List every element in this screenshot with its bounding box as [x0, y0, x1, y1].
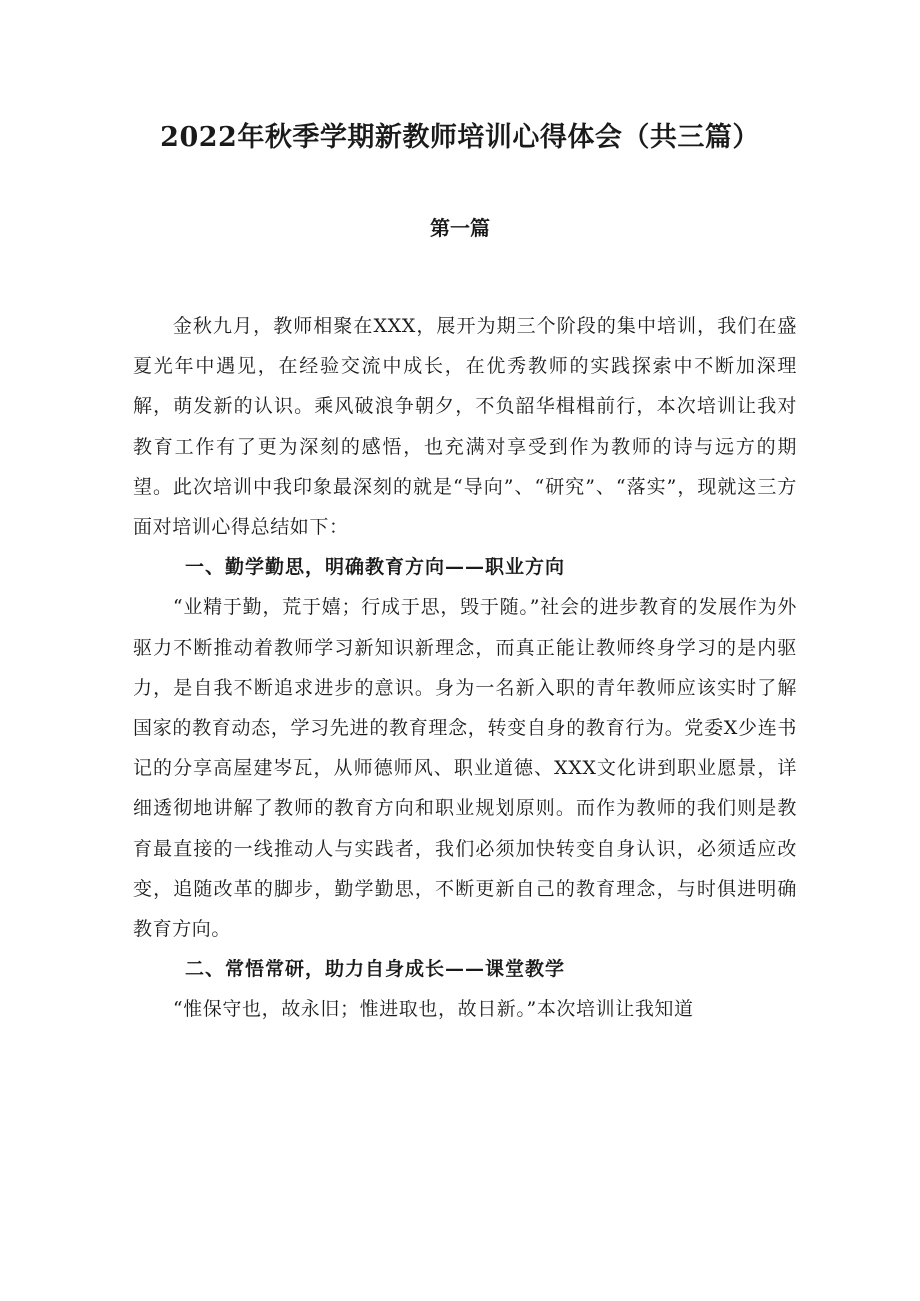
heading-career-direction: 一、勤学勤思，明确教育方向——职业方向 — [185, 556, 566, 579]
paragraph-classroom-teaching: “惟保守也，故永旧；惟进取也，故日新。”本次培训让我知道 — [172, 998, 694, 1021]
section-title: 第一篇 — [430, 216, 490, 240]
document-body — [133, 306, 797, 1030]
document-title: 2022年秋季学期新教师培训心得体会（共三篇） — [160, 122, 760, 153]
paragraph-career-direction: “业精于勤，荒于嬉；行成于思，毁于随。”社会的进步教育的发展作为外驱力不断推动着教师学习新知识新理念，而真正能让教师终身学习的是内驱力，是自我不断追求进步的意识。身为一名新入职的青年教师应该实时了解国家的教育动态，学习先进的教育理念，转变自身的教育行为。党委X少连书记的分享高屋建岑瓦，从师德师风、职业道德、XXX文化讲到职业愿景，详细透彻地讲解了教师的教育方向和职业规划原则。而作为教师的我们则是教育最直接的一线推动人与实践者，我们必须加快转变自身认识，必须适应改变，追随改革的脚步，勤学勤思，不断更新自己的教育理念，与时俱进明确教育方向。 — [133, 596, 797, 941]
paragraph-intro: 金秋九月，教师相聚在XXX，展开为期三个阶段的集中培训，我们在盛夏光年中遇见，在经验交流中成长，在优秀教师的实践探索中不断加深理解，萌发新的认识。乘风破浪争朝夕，不负韶华楫楫前行，本次培训让我对教育工作有了更为深刻的感悟，也充满对享受到作为教师的诗与远方的期望。此次培训中我印象最深刻的就是“导向”、“研究”、“落实”，现就这三方面对培训心得总结如下： — [133, 315, 797, 539]
heading-classroom-teaching: 二、常悟常研，助力自身成长——课堂教学 — [185, 958, 566, 981]
